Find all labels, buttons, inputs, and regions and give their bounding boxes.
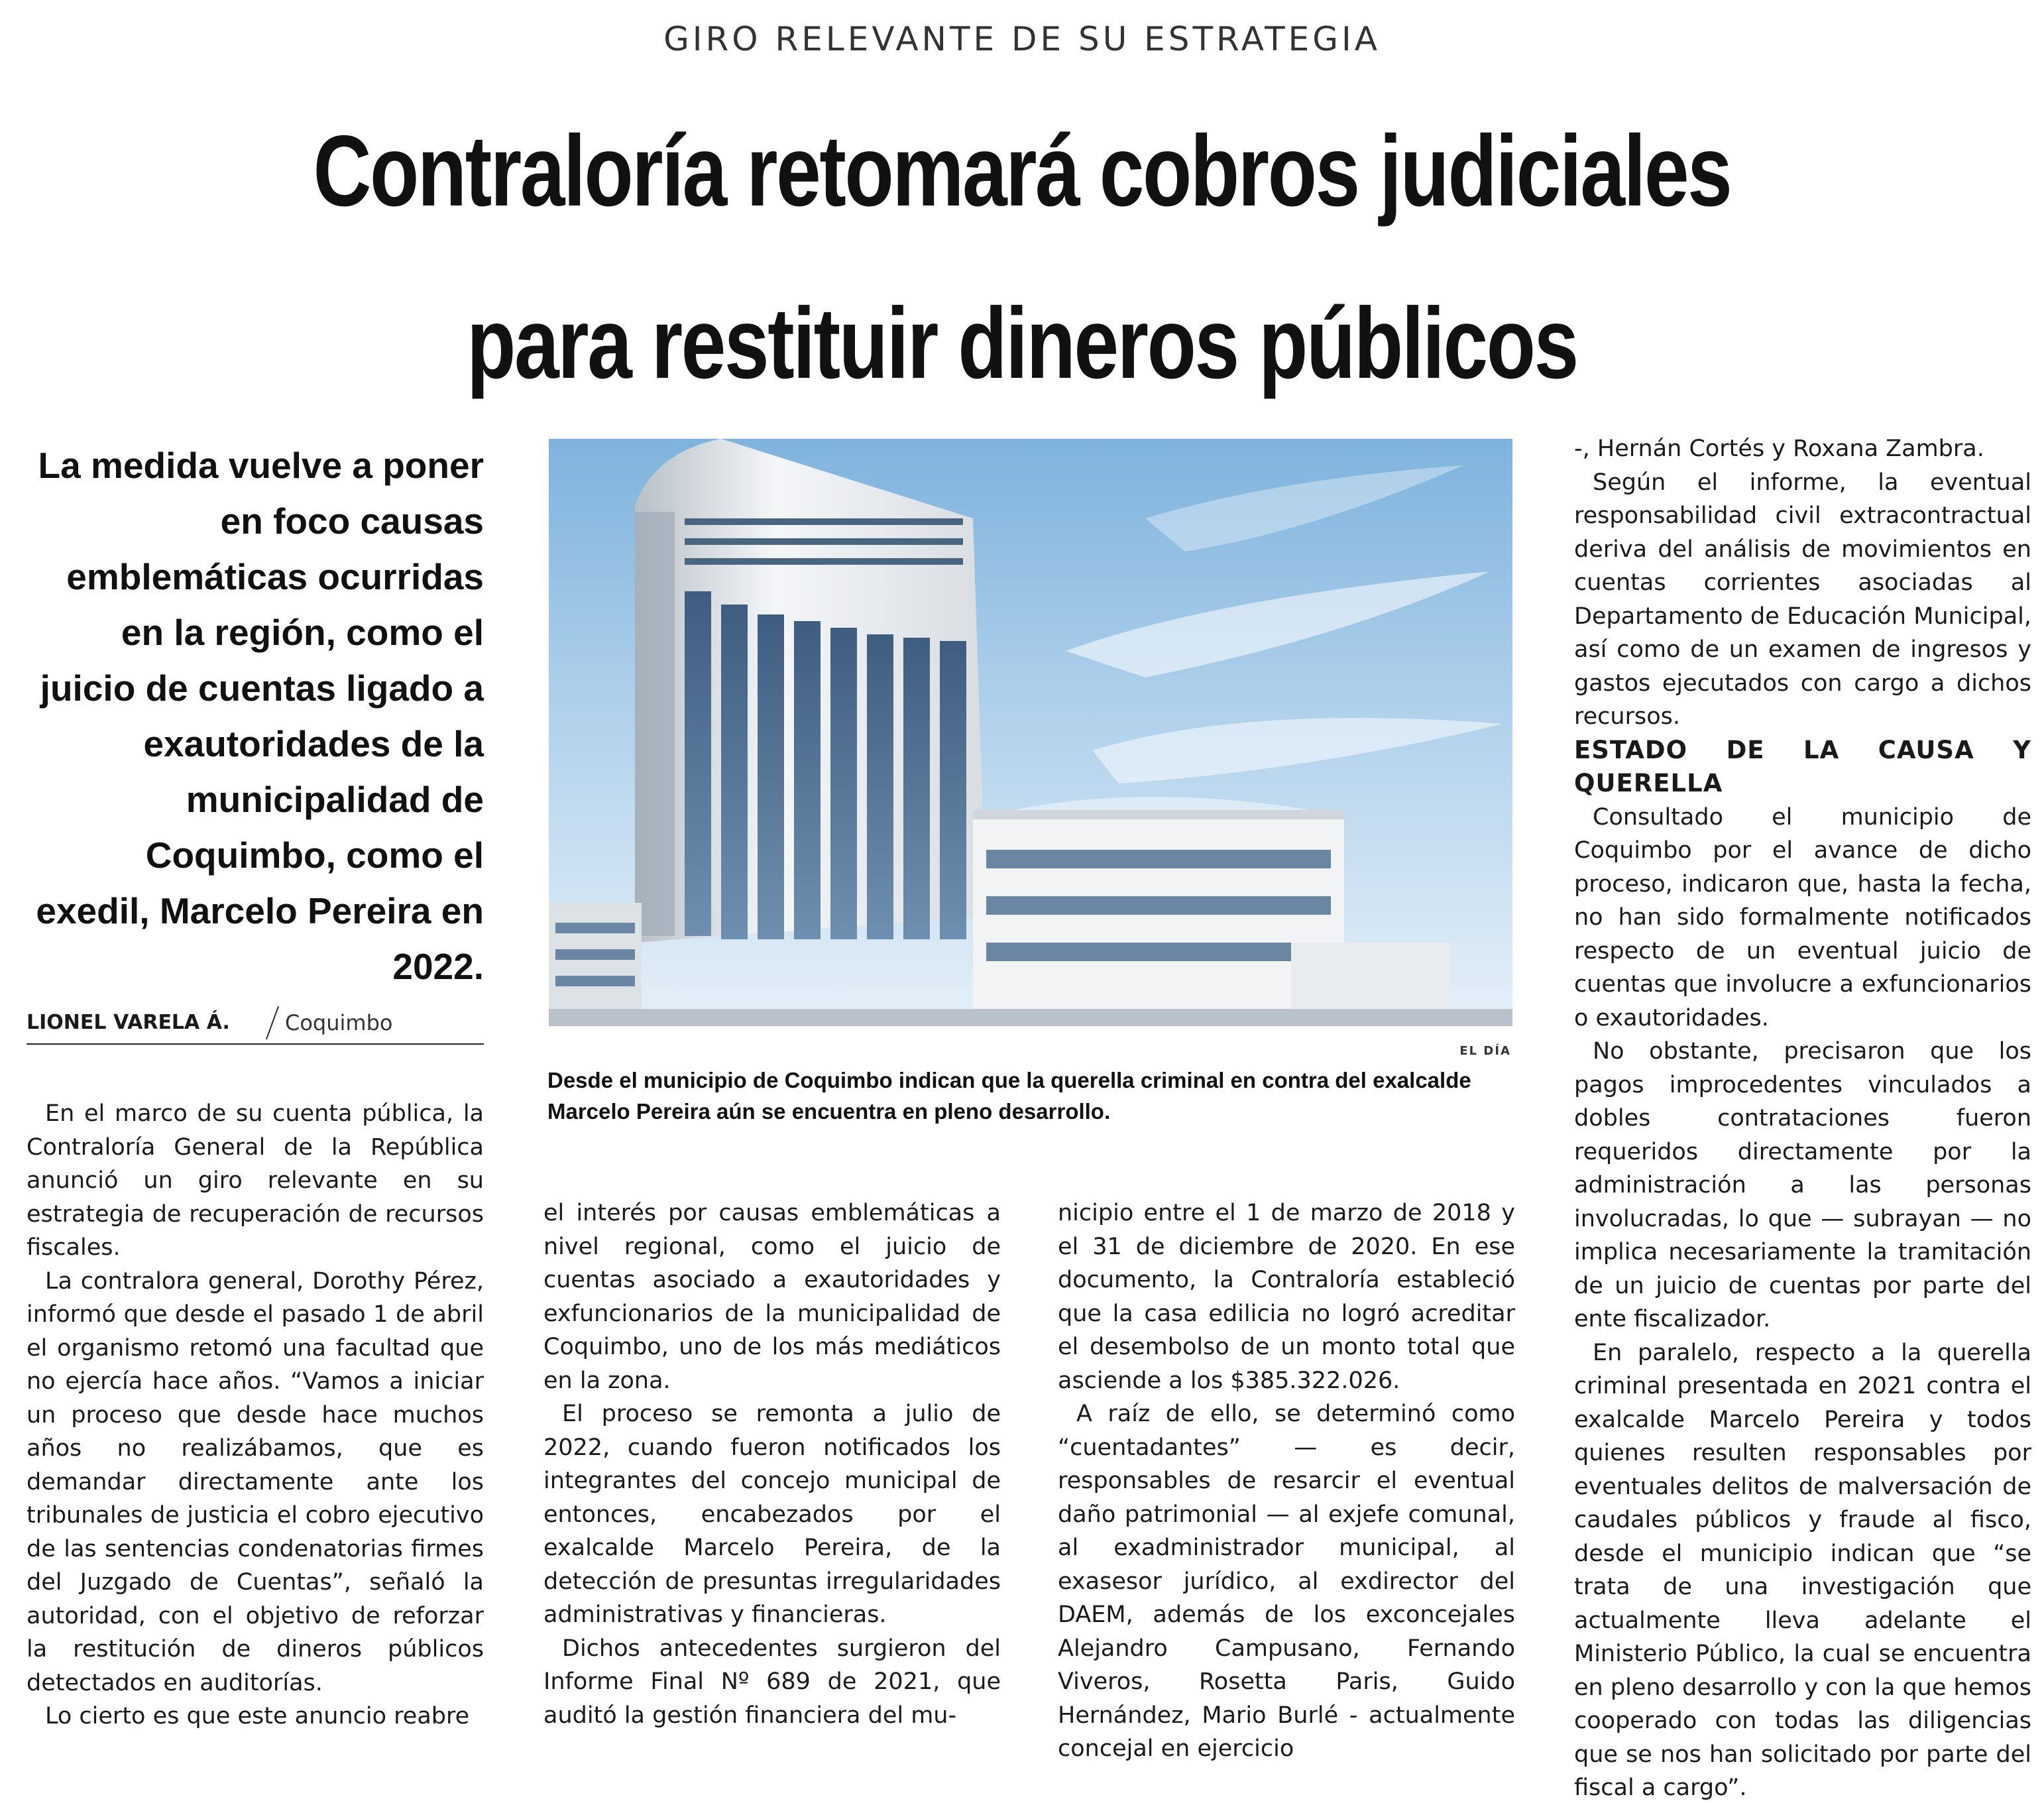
body-column-3	[1058, 1196, 1515, 1766]
headline	[204, 85, 1839, 430]
body-column-4	[1574, 432, 2031, 1805]
paragraph: nicipio entre el 1 de marzo de 2018 y el 31 de diciembre de 2020. En ese documento, la Contraloría estableció que la casa edilicia no logró acreditar el desembolso de un monto total que asciende a los $385.322.026.	[1058, 1200, 1515, 1394]
headline-line-2: para restituir dineros públicos	[467, 287, 1577, 400]
paragraph: Dichos antecedentes surgieron del Informe Final Nº 689 de 2021, que auditó la gestión financiera del mu-	[543, 1635, 1001, 1729]
byline	[27, 1008, 484, 1045]
paragraph: Lo cierto es que este anuncio reabre	[45, 1703, 470, 1729]
lead-paragraph	[27, 437, 484, 994]
paragraph: No obstante, precisaron que los pagos improcedentes vinculados a dobles contrataciones fueron requeridos directamente por la administración a las personas involucradas, lo que — subrayan — no implica necesariamente la tramitación de un juicio de cuentas por parte del ente fiscalizador.	[1574, 1038, 2031, 1332]
body-column-2	[543, 1196, 1001, 1732]
paragraph: Consultado el municipio de Coquimbo por el avance de dicho proceso, indicaron que, hasta la fecha, no han sido formalmente notificados respecto de un eventual juicio de cuentas que involucre a exfuncionarios o exautoridades.	[1574, 803, 2031, 1031]
building-photo-illustration	[549, 439, 1512, 1026]
byline-location: Coquimbo	[285, 1010, 393, 1035]
paragraph: el interés por causas emblemáticas a nivel regional, como el juicio de cuentas asociado a exautoridades y exfuncionarios de la municipalidad de Coquimbo, uno de los más mediáticos en la zona.	[543, 1200, 1001, 1394]
section-subhead: ESTADO DE LA CAUSA Y QUERELLA	[1574, 735, 2031, 797]
byline-author: LIONEL VARELA Á.	[27, 1011, 230, 1034]
kicker: GIRO RELEVANTE DE SU ESTRATEGIA	[663, 20, 1381, 58]
article-photo	[549, 439, 1512, 1026]
lead-text: La medida vuelve a poner en foco causas emblemáticas ocurridas en la región, como el juicio de cuentas ligado a exautoridades de la municipalidad de Coquimbo, como el exedil, Marcelo Pereira en 2022.	[36, 445, 484, 987]
photo-caption: Desde el municipio de Coquimbo indican que la querella criminal en contra del exalcalde Marcelo Pereira aún se encuentra en pleno desarrollo.	[547, 1068, 1471, 1124]
paragraph: En el marco de su cuenta pública, la Contraloría General de la República anunció un giro relevante en su estrategia de recuperación de recursos fiscales.	[27, 1100, 484, 1261]
paragraph: La contralora general, Dorothy Pérez, informó que desde el pasado 1 de abril el organismo retomó una facultad que no ejercía hace años. “Vamos a iniciar un proceso que desde hace muchos años no realizábamos, que es demandar directamente ante los tribunales de justicia el cobro ejecutivo de las sentencias condenatorias firmes del Juzgado de Cuentas”, señaló la autoridad, con el objetivo de reforzar la restitución de dineros públicos detectados en auditorías.	[27, 1267, 484, 1696]
byline-divider	[266, 1006, 279, 1039]
paragraph: En paralelo, respecto a la querella criminal presentada en 2021 contra el exalcalde Marcelo Pereira y todos quienes resulten responsables por eventuales delitos de malversación de caudales públicos y fraude al fisco, desde el municipio indican que “se trata de una investigación que actualmente lleva adelante el Ministerio Público, la cual se encuentra en pleno desarrollo y con la que hemos cooperado con todas las diligencias que se nos han solicitado por parte del fiscal a cargo”.	[1574, 1339, 2031, 1801]
paragraph: A raíz de ello, se determinó como “cuentadantes” — es decir, responsables de resarcir el eventual daño patrimonial — al exjefe comunal, al exadministrador municipal, al exasesor jurídico, al exdirector del DAEM, además de los exconcejales Alejandro Campusano, Fernando Viveros, Rosetta Paris, Guido Hernández, Mario Burlé - actualmente concejal en ejercicio	[1058, 1401, 1515, 1762]
paragraph: -, Hernán Cortés y Roxana Zambra.	[1574, 436, 1984, 462]
paragraph: El proceso se remonta a julio de 2022, cuando fueron notificados los integrantes del concejo municipal de entonces, encabezados por el exalcalde Marcelo Pereira, de la detección de presuntas irregularidades administrativas y financieras.	[543, 1401, 1001, 1628]
headline-line-1: Contraloría retomará cobros judiciales	[313, 115, 1731, 227]
photo-credit: EL DÍA	[1459, 1044, 1511, 1058]
paragraph: Según el informe, la eventual responsabilidad civil extracontractual deriva del análisis de movimientos en cuentas corrientes asociadas al Departamento de Educación Municipal, así como de un examen de ingresos y gastos ejecutados con cargo a dichos recursos.	[1574, 469, 2031, 730]
body-column-1	[27, 1097, 484, 1733]
